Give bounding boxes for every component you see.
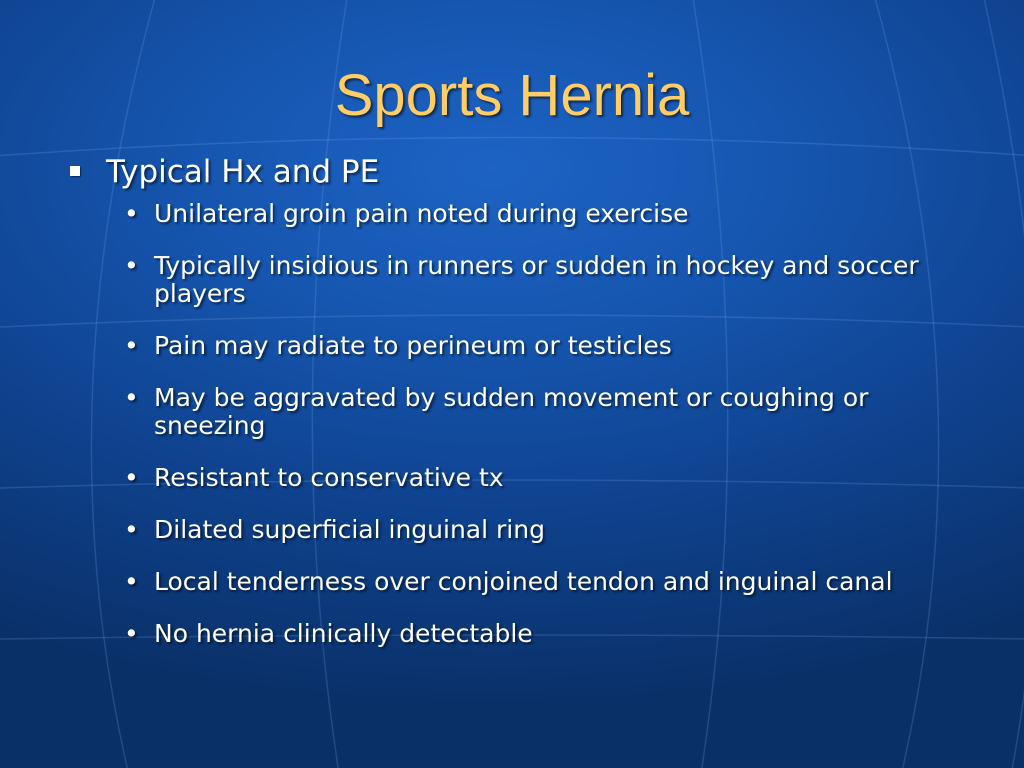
sub-bullet-text: Typically insidious in runners or sudden in hockey and soccer players	[154, 251, 919, 308]
sub-bullet-text: Resistant to conservative tx	[154, 463, 504, 492]
main-bullet-text: Typical Hx and PE	[106, 154, 380, 190]
bullet-dot-icon: •	[124, 515, 139, 544]
bullet-dot-icon: •	[124, 331, 139, 360]
slide-title: Sports Hernia	[334, 63, 690, 128]
bullet-dot-icon: •	[124, 619, 139, 648]
sub-bullet-text: Pain may radiate to perineum or testicles	[154, 331, 672, 360]
sub-bullet-text: No hernia clinically detectable	[154, 619, 533, 648]
sub-bullet-text: Unilateral groin pain noted during exercise	[154, 199, 689, 228]
sub-bullet-list	[70, 200, 970, 648]
bullet-dot-icon: •	[124, 383, 139, 412]
sub-bullet-item	[124, 620, 970, 648]
bullet-dot-icon: •	[124, 567, 139, 596]
sub-bullet-item	[124, 332, 970, 360]
slide-body	[70, 150, 970, 672]
bullet-dot-icon: •	[124, 463, 139, 492]
sub-bullet-text: May be aggravated by sudden movement or coughing or sneezing	[154, 383, 869, 440]
bullet-dot-icon: •	[124, 251, 139, 280]
main-bullet	[70, 150, 970, 194]
sub-bullet-item	[124, 252, 970, 308]
sub-bullet-item	[124, 384, 970, 440]
sub-bullet-text: Local tenderness over conjoined tendon and inguinal canal	[154, 567, 893, 596]
square-bullet-icon	[70, 166, 80, 176]
sub-bullet-item	[124, 200, 970, 228]
sub-bullet-item	[124, 464, 970, 492]
sub-bullet-item	[124, 516, 970, 544]
sub-bullet-item	[124, 568, 970, 596]
bullet-dot-icon: •	[124, 199, 139, 228]
sub-bullet-text: Dilated superficial inguinal ring	[154, 515, 545, 544]
